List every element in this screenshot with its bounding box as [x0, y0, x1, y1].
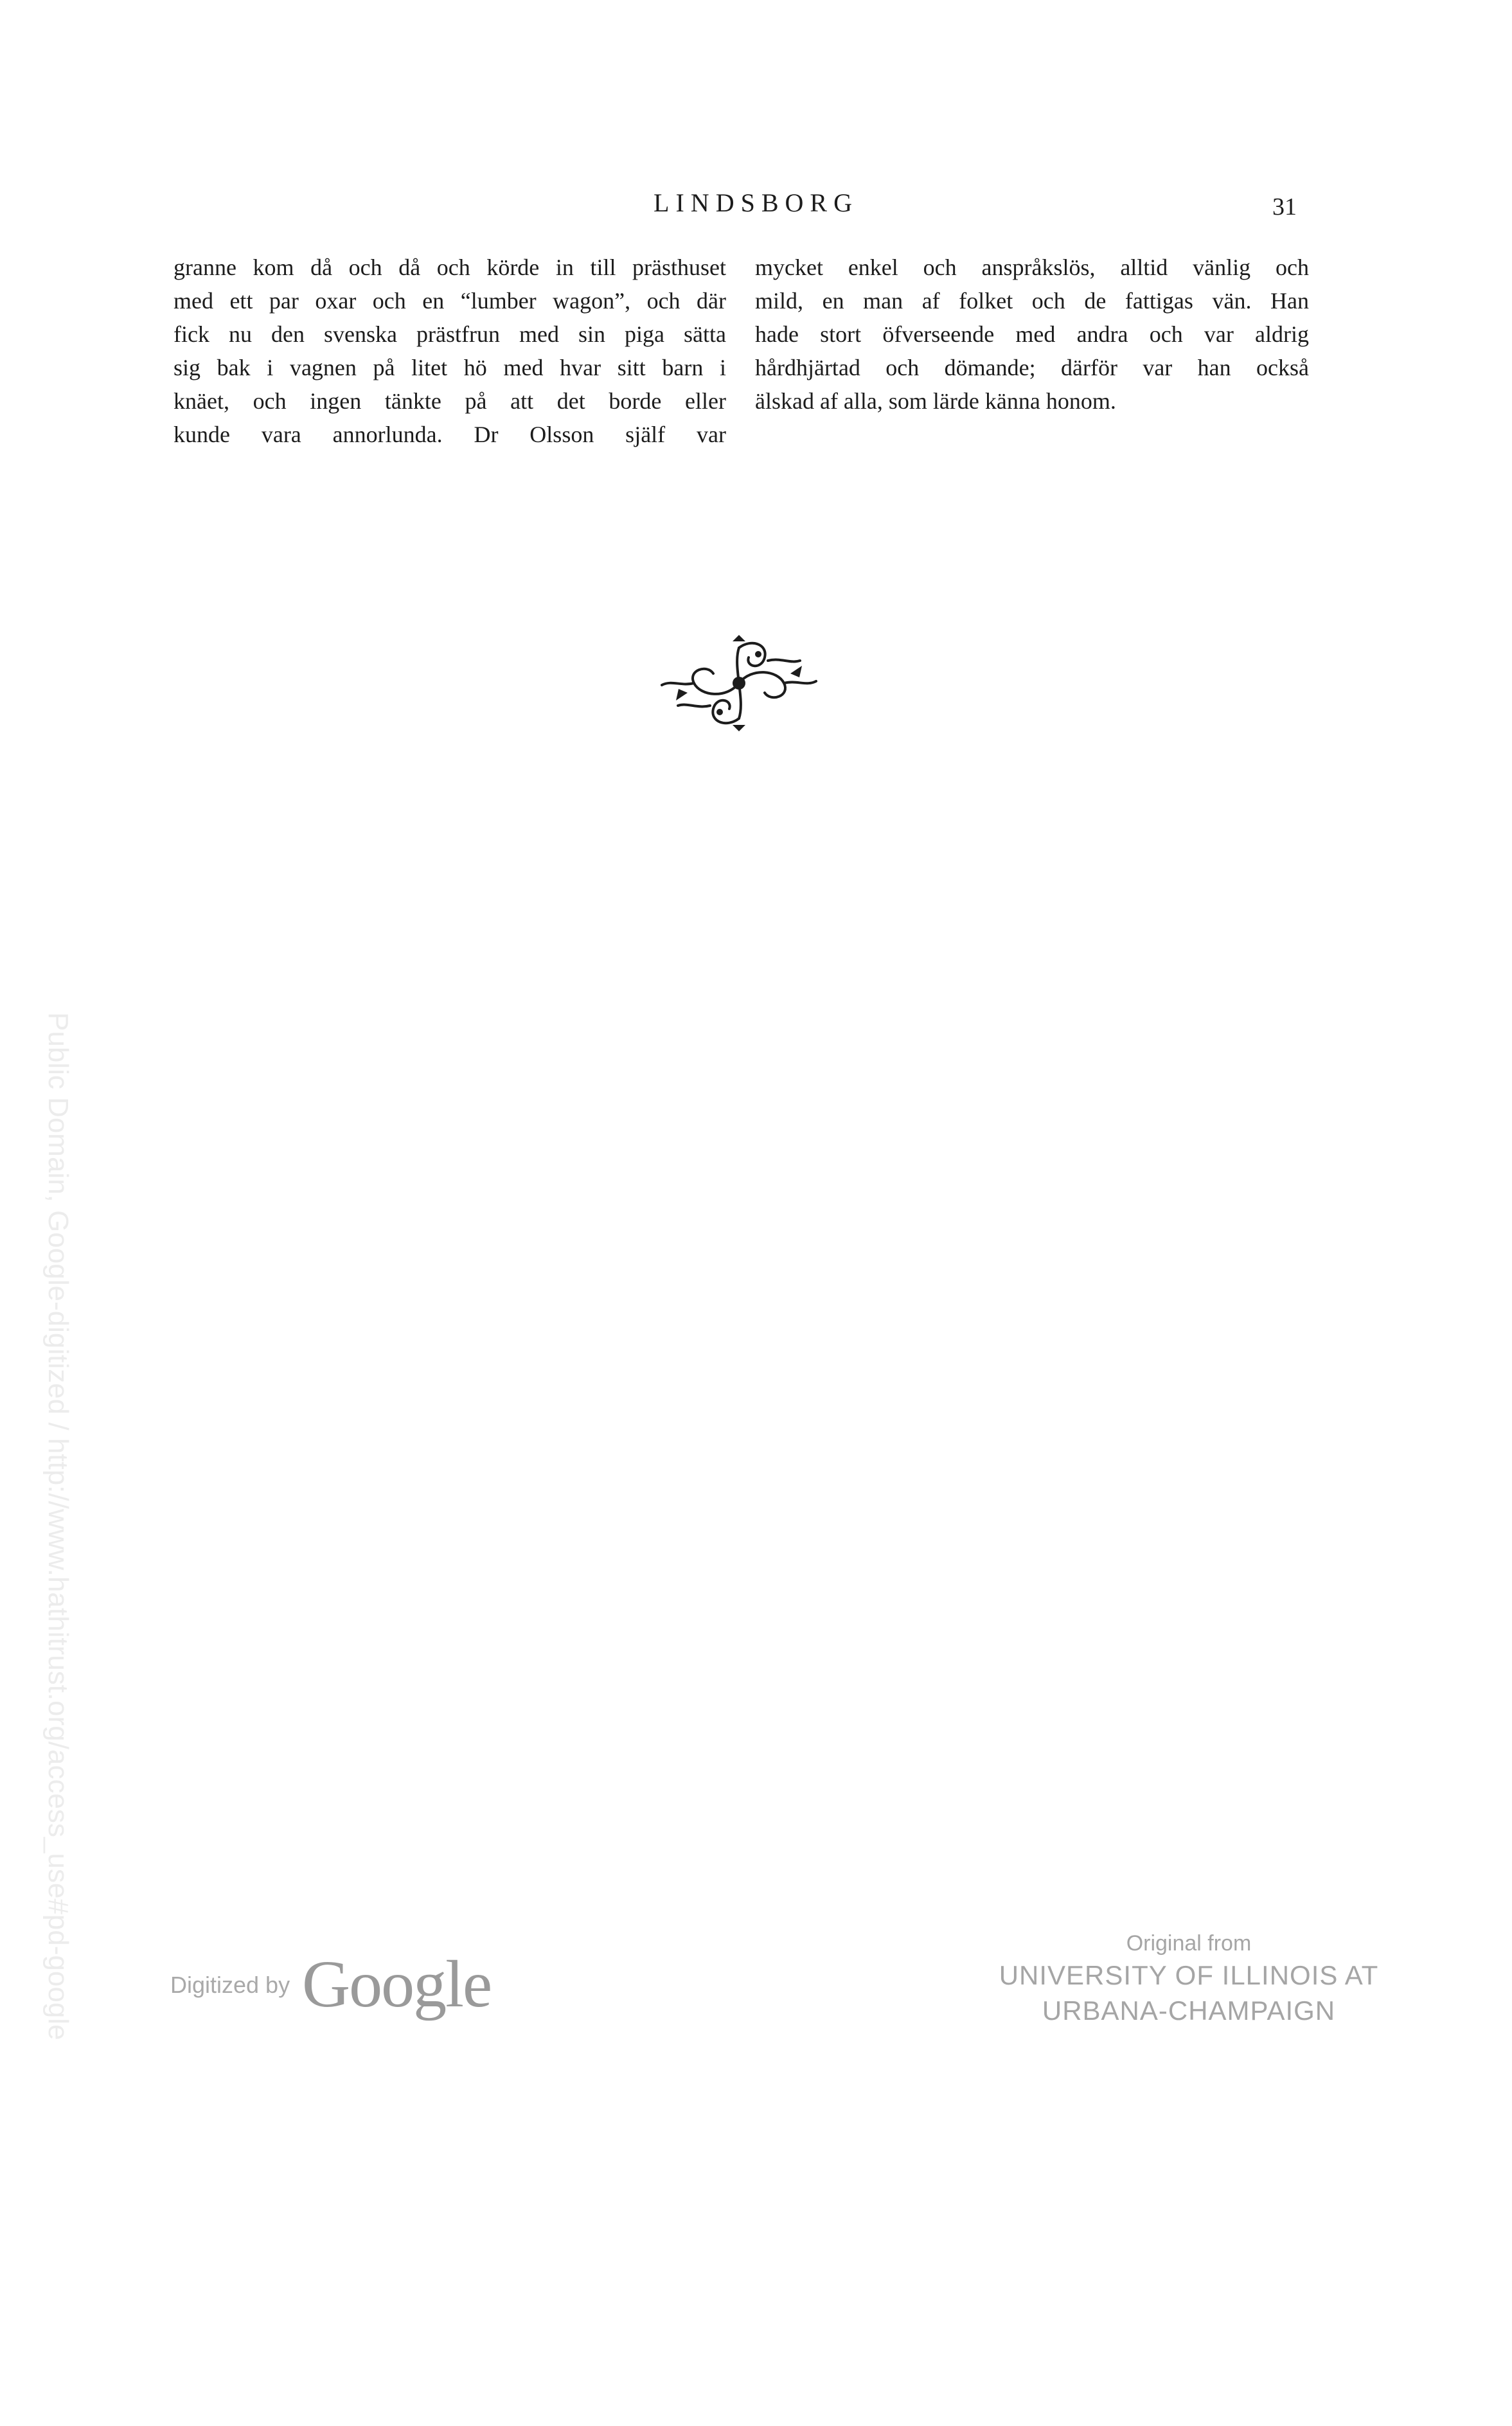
text-line: älskad af alla, som lärde känna honom. — [755, 388, 1116, 414]
text-line: kunde vara annorlunda. Dr Olsson själf var — [173, 422, 726, 447]
original-from-label: Original from — [1126, 1931, 1252, 1956]
page-number: 31 — [1272, 193, 1297, 220]
text-line: mycket enkel och anspråkslös, alltid vänlig och — [755, 254, 1309, 280]
text-line: sig bak i vagnen på litet hö med hvar sitt barn i — [173, 355, 726, 380]
library-name-line-2: URBANA-CHAMPAIGN — [1042, 1995, 1336, 2026]
text-line: knäet, och ingen tänkte på att det borde eller — [173, 388, 726, 414]
digitized-by-label: Digitized by — [170, 1972, 290, 1998]
right-text-column — [755, 251, 1309, 418]
text-line: hårdhjärtad och dömande; därför var han också — [755, 355, 1309, 380]
side-watermark: Public Domain, Google-digitized / http://www.hathitrust.org/access_use#pd-google — [42, 1012, 74, 2040]
running-head: LINDSBORG — [654, 188, 858, 217]
google-logo: Google — [302, 1947, 492, 2021]
text-line: mild, en man af folket och de fattigas vän. Han — [755, 288, 1309, 314]
fleuron-ornament-icon — [655, 635, 823, 731]
text-line: granne kom då och då och körde in till prästhuset — [173, 254, 726, 280]
text-line: fick nu den svenska prästfrun med sin piga sätta — [173, 321, 726, 347]
left-text-column — [173, 251, 726, 451]
text-line: med ett par oxar och en “lumber wagon”, och där — [173, 288, 726, 314]
text-line: hade stort öfverseende med andra och var aldrig — [755, 321, 1309, 347]
library-name-line-1: UNIVERSITY OF ILLINOIS AT — [999, 1960, 1379, 1990]
